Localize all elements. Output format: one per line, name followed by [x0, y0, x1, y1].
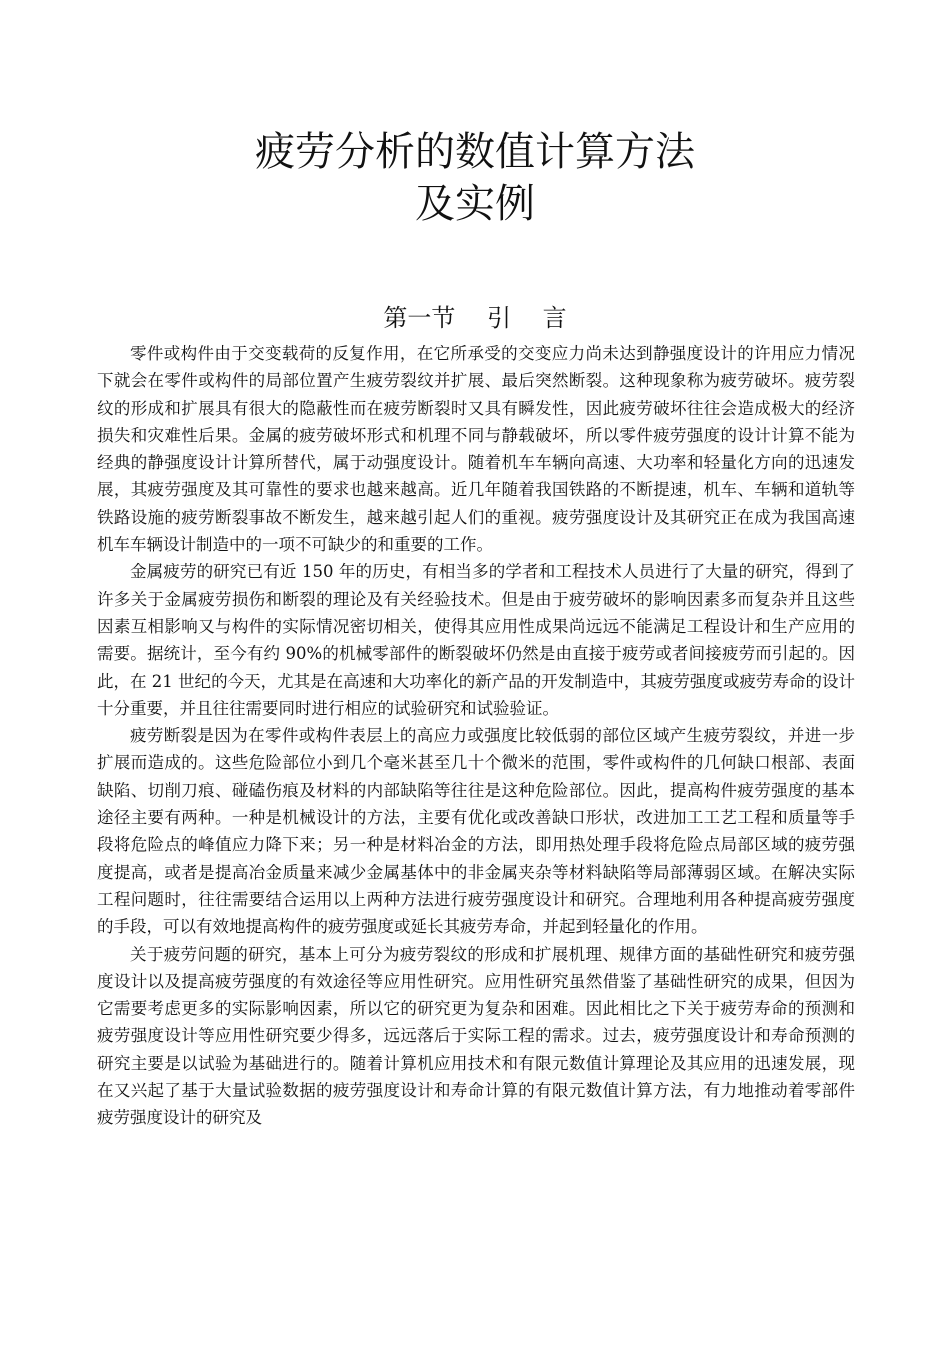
paragraph-1: 零件或构件由于交变载荷的反复作用，在它所承受的交变应力尚未达到静强度设计的许用应力情况下就会在零件或构件的局部位置产生疲劳裂纹并扩展、最后突然断裂。这种现象称为疲劳破坏。疲劳裂纹的形成和扩展具有很大的隐蔽性而在疲劳断裂时又具有瞬发性，因此疲劳破坏往往会造成极大的经济损失和灾难性后果。金属的疲劳破坏形式和机理不同与静载破坏，所以零件疲劳强度的设计计算不能为经典的静强度设计计算所替代，属于动强度设计。随着机车车辆向高速、大功率和轻量化方向的迅速发展，其疲劳强度及其可靠性的要求也越来越高。近几年随着我国铁路的不断提速，机车、车辆和道轨等铁路设施的疲劳断裂事故不断发生，越来越引起人们的重视。疲劳强度设计及其研究正在成为我国高速机车车辆设计制造中的一项不可缺少的和重要的工作。 [97, 344, 855, 555]
body-text [97, 340, 855, 1132]
section-heading: 第一节 引 言 [383, 304, 567, 332]
paragraph-3: 疲劳断裂是因为在零件或构件表层上的高应力或强度比较低弱的部位区域产生疲劳裂纹，并进一步扩展而造成的。这些危险部位小到几个毫米甚至几十个微米的范围，零件或构件的几何缺口根部、表面缺陷、切削刀痕、碰磕伤痕及材料的内部缺陷等往往是这种危险部位。因此，提高构件疲劳强度的基本途径主要有两种。一种是机械设计的方法，主要有优化或改善缺口形状，改进加工工艺工程和质量等手段将危险点的峰值应力降下来；另一种是材料冶金的方法，即用热处理手段将危险点局部区域的疲劳强度提高，或者是提高冶金质量来减少金属基体中的非金属夹杂等材料缺陷等局部薄弱区域。在解决实际工程问题时，往往需要结合运用以上两种方法进行疲劳强度设计和研究。合理地利用各种提高疲劳强度的手段，可以有效地提高构件的疲劳强度或延长其疲劳寿命，并起到轻量化的作用。 [97, 726, 855, 937]
document-title-line1: 疲劳分析的数值计算方法 [255, 129, 695, 175]
document-title-line2: 及实例 [415, 181, 535, 227]
paragraph-2: 金属疲劳的研究已有近 150 年的历史，有相当多的学者和工程技术人员进行了大量的研究，得到了许多关于金属疲劳损伤和断裂的理论及有关经验技术。但是由于疲劳破坏的影响因素多而复杂并且这些因素互相影响又与构件的实际情况密切相关，使得其应用性成果尚远远不能满足工程设计和生产应用的需要。据统计，至今有约 90%的机械零部件的断裂破坏仍然是由直接于疲劳或者间接疲劳而引起的。因此，在 21 世纪的今天，尤其是在高速和大功率化的新产品的开发制造中，其疲劳强度或疲劳寿命的设计十分重要，并且往往需要同时进行相应的试验研究和试验验证。 [97, 562, 855, 718]
paragraph-4: 关于疲劳问题的研究，基本上可分为疲劳裂纹的形成和扩展机理、规律方面的基础性研究和疲劳强度设计以及提高疲劳强度的有效途径等应用性研究。应用性研究虽然借鉴了基础性研究的成果，但因为它需要考虑更多的实际影响因素，所以它的研究更为复杂和困难。因此相比之下关于疲劳寿命的预测和疲劳强度设计等应用性研究要少得多，远远落后于实际工程的需求。过去，疲劳强度设计和寿命预测的研究主要是以试验为基础进行的。随着计算机应用技术和有限元数值计算理论及其应用的迅速发展，现在又兴起了基于大量试验数据的疲劳强度设计和寿命计算的有限元数值计算方法，有力地推动着零部件疲劳强度设计的研究及 [97, 944, 855, 1128]
